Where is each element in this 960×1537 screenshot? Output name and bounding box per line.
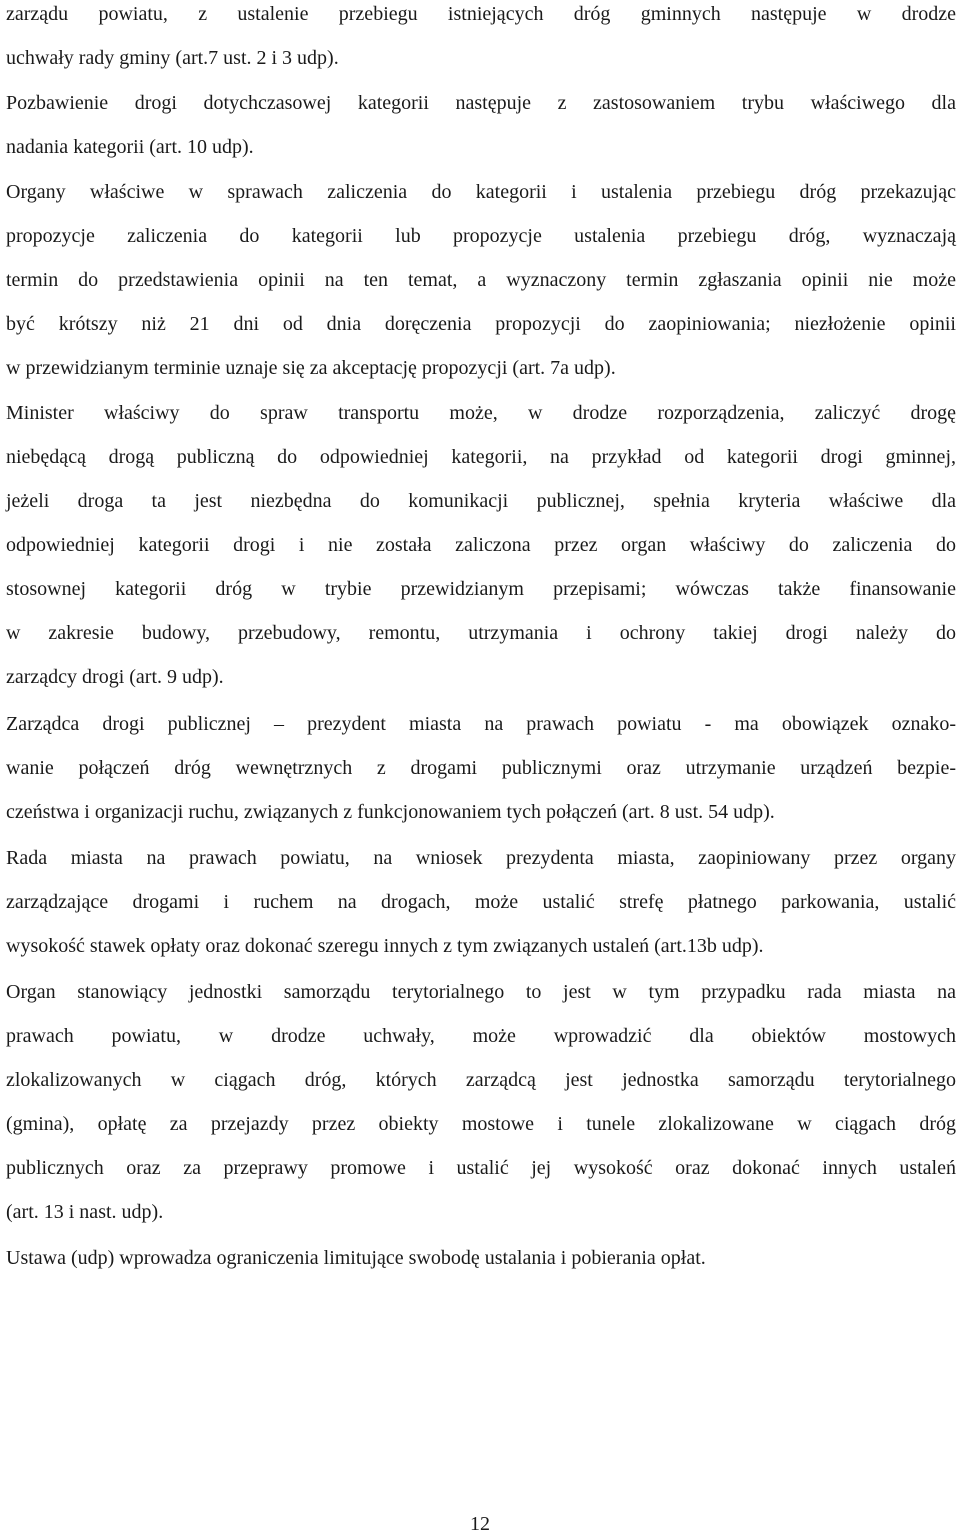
text-line: zlokalizowanych w ciągach dróg, których zarządcą jest jednostka samorządu terytorialnego xyxy=(6,1069,956,1091)
paragraph xyxy=(6,170,956,390)
paragraph xyxy=(6,836,956,968)
text-line: być krótszy niż 21 dni od dnia doręczenia propozycji do zaopiniowania; niezłożenie opinii xyxy=(6,313,956,335)
text-line: Organy właściwe w sprawach zaliczenia do kategorii i ustalenia przebiegu dróg przekazując xyxy=(6,181,956,203)
text-line: wysokość stawek opłaty oraz dokonać szeregu innych z tym związanych ustaleń (art.13b udp). xyxy=(6,935,764,957)
text-line: wanie połączeń dróg wewnętrznych z drogami publicznymi oraz utrzymanie urządzeń bezpie- xyxy=(6,757,956,779)
text-line: stosownej kategorii dróg w trybie przewidzianym przepisami; wówczas także finansowanie xyxy=(6,578,956,600)
text-line: jeżeli droga ta jest niezbędna do komunikacji publicznej, spełnia kryteria właściwe dla xyxy=(6,490,956,512)
text-line: Pozbawienie drogi dotychczasowej kategorii następuje z zastosowaniem trybu właściwego dla xyxy=(6,92,956,114)
text-line: nadania kategorii (art. 10 udp). xyxy=(6,136,254,158)
text-line: prawach powiatu, w drodze uchwały, może wprowadzić dla obiektów mostowych xyxy=(6,1025,956,1047)
text-line: uchwały rady gminy (art.7 ust. 2 i 3 udp). xyxy=(6,47,339,69)
page-number: 12 xyxy=(470,1513,490,1535)
text-line: publicznych oraz za przeprawy promowe i ustalić jej wysokość oraz dokonać innych ustaleń xyxy=(6,1157,956,1179)
text-line: zarządcy drogi (art. 9 udp). xyxy=(6,666,224,688)
paragraph xyxy=(6,702,956,834)
text-line: Minister właściwy do spraw transportu może, w drodze rozporządzenia, zaliczyć drogę xyxy=(6,402,956,424)
text-line: czeństwa i organizacji ruchu, związanych z funkcjonowaniem tych połączeń (art. 8 ust. 54 udp). xyxy=(6,801,775,823)
paragraph xyxy=(6,81,956,169)
text-line: Zarządca drogi publicznej – prezydent miasta na prawach powiatu - ma obowiązek oznako- xyxy=(6,713,956,735)
paragraph xyxy=(6,0,956,80)
text-line: zarządu powiatu, z ustalenie przebiegu istniejących dróg gminnych następuje w drodze xyxy=(6,3,956,25)
text-line: Rada miasta na prawach powiatu, na wniosek prezydenta miasta, zaopiniowany przez organy xyxy=(6,847,956,869)
text-line: niebędącą drogą publiczną do odpowiedniej kategorii, na przykład od kategorii drogi gminnej, xyxy=(6,446,956,468)
text-line: w zakresie budowy, przebudowy, remontu, utrzymania i ochrony takiej drogi należy do xyxy=(6,622,956,644)
text-line: Organ stanowiący jednostki samorządu terytorialnego to jest w tym przypadku rada miasta na xyxy=(6,981,956,1003)
text-line: odpowiedniej kategorii drogi i nie została zaliczona przez organ właściwy do zaliczenia do xyxy=(6,534,956,556)
text-line: w przewidzianym terminie uznaje się za akceptację propozycji (art. 7a udp). xyxy=(6,357,616,379)
text-line: termin do przedstawienia opinii na ten temat, a wyznaczony termin zgłaszania opinii nie może xyxy=(6,269,956,291)
paragraph xyxy=(6,1236,956,1280)
paragraph xyxy=(6,970,956,1234)
text-line: (gmina), opłatę za przejazdy przez obiekty mostowe i tunele zlokalizowane w ciągach dróg xyxy=(6,1113,956,1135)
text-line: zarządzające drogami i ruchem na drogach, może ustalić strefę płatnego parkowania, ustalić xyxy=(6,891,956,913)
document-page xyxy=(6,0,956,1280)
text-line: Ustawa (udp) wprowadza ograniczenia limitujące swobodę ustalania i pobierania opłat. xyxy=(6,1247,706,1269)
text-line: (art. 13 i nast. udp). xyxy=(6,1201,164,1223)
text-line: propozycje zaliczenia do kategorii lub propozycje ustalenia przebiegu dróg, wyznaczają xyxy=(6,225,956,247)
paragraph xyxy=(6,391,956,699)
